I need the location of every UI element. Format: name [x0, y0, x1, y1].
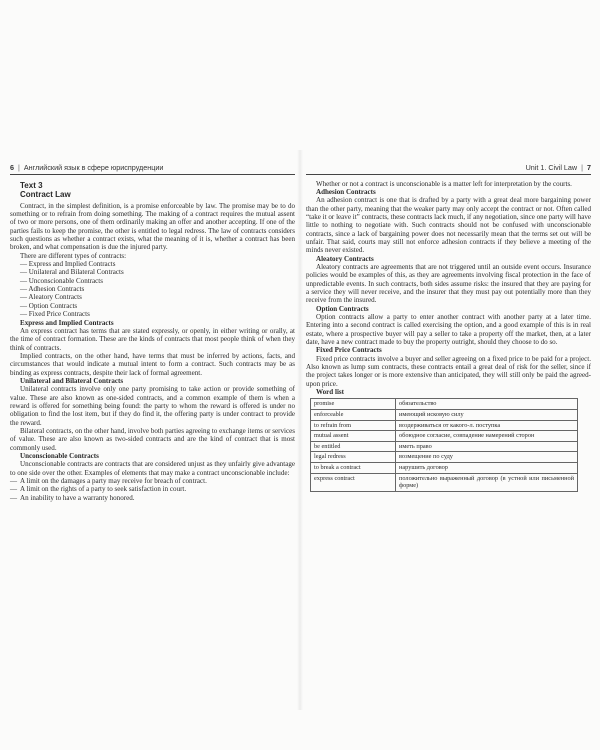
translation-cell: положительно выраженный договор (в устной или письменной форме) [396, 473, 578, 491]
paragraph: Bilateral contracts, on the other hand, involve both parties agreeing to exchange items or services of value. These are also known as two-sided contracts and are the kind of contract that is most commonly used. [10, 426, 295, 452]
translation-cell: обязательство [396, 399, 578, 410]
table-row [311, 410, 578, 421]
list-item-text: A limit on the rights of a party to seek satisfaction in court. [20, 485, 187, 494]
list-item-text: An inability to have a warranty honored. [20, 493, 135, 502]
paragraph: An adhesion contract is one that is drafted by a party with a great deal more bargaining power than the other party, meaning that the weaker party may only accept the contract or not. Often called “take it or leave it” contracts, these contracts lack much, if any negotiation, since one party will have little to nothing to negotiate with. Such contracts should not be confused with unconscionable contracts, since a lack of bargaining power does not necessarily mean that the terms set out will be unfair. That said, courts may still not enforce adhesion contracts if they believe a meeting of the minds never existed. [306, 196, 591, 255]
section-heading: Unconscionable Contracts [20, 452, 99, 460]
translation-cell: нарушить договор [396, 463, 578, 474]
paragraph: Option contracts allow a party to enter another contract with another party at a later time. Entering into a second contract is called exercising the option, and a good example of this is in real estate, where a prospective buyer will pay a seller to take a property off the market, then, at a later date, have a new contract made to buy the property outright, should they choose to do so. [306, 313, 591, 347]
list-item-text: A limit on the damages a party may receive for breach of contract. [20, 477, 207, 486]
header-separator: | [18, 163, 20, 172]
contract-types-list [10, 260, 295, 318]
dash-marker: — [10, 493, 18, 502]
term-cell: promise [311, 399, 396, 410]
table-row [311, 463, 578, 474]
section-heading: Aleatory Contracts [316, 254, 374, 263]
term-cell: legal redress [311, 452, 396, 463]
left-page [10, 163, 295, 502]
term-cell: enforceable [311, 410, 396, 421]
list-item: — Unconscionable Contracts [20, 276, 103, 285]
translation-cell: воздерживаться от какого-л. поступка [396, 420, 578, 431]
table-row [311, 452, 578, 463]
intro-paragraph: Contract, in the simplest definition, is a promise enforceable by law. The promise may be to do something or to refrain from doing something. The making of a contract requires the mutual assent of two or more persons, one of them ordinarily making an offer and another accepting. If one of the parties fails to keep the promise, the other is entitled to legal redress. The law of contracts considers such questions as whether a contract exists, what the meaning of it is, whether a contract has been broken, and what compensation is due the injured party. [10, 201, 295, 252]
intro-types-lead: There are different types of contracts: [20, 251, 127, 260]
paragraph: An express contract has terms that are stated expressly, or openly, in either writing or orally, at the time of contract formation. These are the kinds of contracts that most people think of when they think of contracts. [10, 326, 295, 352]
translation-cell: имеющий исковую силу [396, 410, 578, 421]
word-list-table [310, 398, 578, 491]
translation-cell: возмещение по суду [396, 452, 578, 463]
translation-cell: иметь право [396, 441, 578, 452]
list-item: — Express and Implied Contracts [20, 260, 116, 269]
table-row [311, 441, 578, 452]
page-gutter [297, 150, 303, 710]
right-page-number: 7 [587, 163, 591, 172]
right-column-text [306, 180, 591, 492]
section-heading: Fixed Price Contracts [316, 346, 382, 355]
term-cell: mutual assent [311, 431, 396, 442]
list-item [10, 485, 295, 493]
table-row [311, 431, 578, 442]
right-running-header [306, 163, 591, 175]
table-row [311, 399, 578, 410]
text-label: Text 3 [20, 180, 43, 190]
paragraph: Unilateral contracts involve only one party promising to take action or provide something of value. These are also known as one-sided contracts, and a common example of them is when a reward is offered for something being found: the party to whom the reward is offered is under no obligation to find the lost item, but if they do find it, the offering party is under contract to provide the reward. [10, 385, 295, 427]
unconscionable-examples-list [10, 477, 295, 502]
left-page-number: 6 [10, 163, 14, 172]
list-item: — Fixed Price Contracts [20, 310, 90, 319]
paragraph: Implied contracts, on the other hand, have terms that must be inferred by actions, facts, and circumstances that would indicate a mutual intent to form a contract. Such contracts may be as binding as express contracts, despite their lack of formal agreement. [10, 351, 295, 377]
paragraph: Fixed price contracts involve a buyer and seller agreeing on a fixed price to be paid for a project. Also known as lump sum contracts, these contracts entail a great deal of risk for the seller, since if the project takes longer or is more extensive than anticipated, they will still only be paid the agreed-upon price. [306, 354, 591, 388]
paragraph: Unconscionable contracts are contracts that are considered unjust as they unfairly give advantage to one side over the other. Examples of elements that may make a contract unconscionable include: [10, 460, 295, 477]
left-running-header [10, 163, 295, 175]
left-column-text [10, 181, 295, 503]
term-cell: be entitled [311, 441, 396, 452]
section-heading: Option Contracts [316, 304, 369, 313]
paragraph: Aleatory contracts are agreements that are not triggered until an outside event occurs. Insurance policies would be examples of this, as they are agreements involving fiscal protection in the face of unpredictable events. In such contracts, both sides assume risks: the insured that they are paying for a service they will never receive, and the insurer that they must pay out potentially more than they receive from the insured. [306, 262, 591, 305]
paragraph: Whether or not a contract is unconscionable is a matter left for interpretation by the courts. [316, 179, 572, 188]
term-cell: express contract [311, 473, 396, 491]
right-header-section: Unit 1. Civil Law [525, 163, 578, 172]
header-separator: | [581, 163, 583, 172]
table-row [311, 473, 578, 491]
term-cell: to break a contract [311, 463, 396, 474]
left-header-title: Английский язык в сфере юриспруденции [23, 163, 164, 172]
list-item [10, 494, 295, 502]
list-item: — Aleatory Contracts [20, 293, 82, 302]
term-cell: to refrain from [311, 420, 396, 431]
section-heading: Unilateral and Bilateral Contracts [20, 376, 124, 385]
dash-marker: — [10, 485, 18, 494]
section-heading: Adhesion Contracts [316, 187, 376, 196]
section-heading: Express and Implied Contracts [20, 318, 114, 327]
table-row [311, 420, 578, 431]
dash-marker: — [10, 477, 18, 486]
translation-cell: обоюдное согласие, совпадение намерений сторон [396, 431, 578, 442]
right-page [306, 163, 591, 492]
list-item: — Adhesion Contracts [20, 285, 85, 294]
list-item [10, 477, 295, 485]
text-title: Contract Law [20, 190, 71, 200]
list-item: — Unilateral and Bilateral Contracts [20, 268, 124, 277]
list-item: — Option Contracts [20, 301, 78, 310]
word-list-title: Word list [316, 388, 344, 397]
